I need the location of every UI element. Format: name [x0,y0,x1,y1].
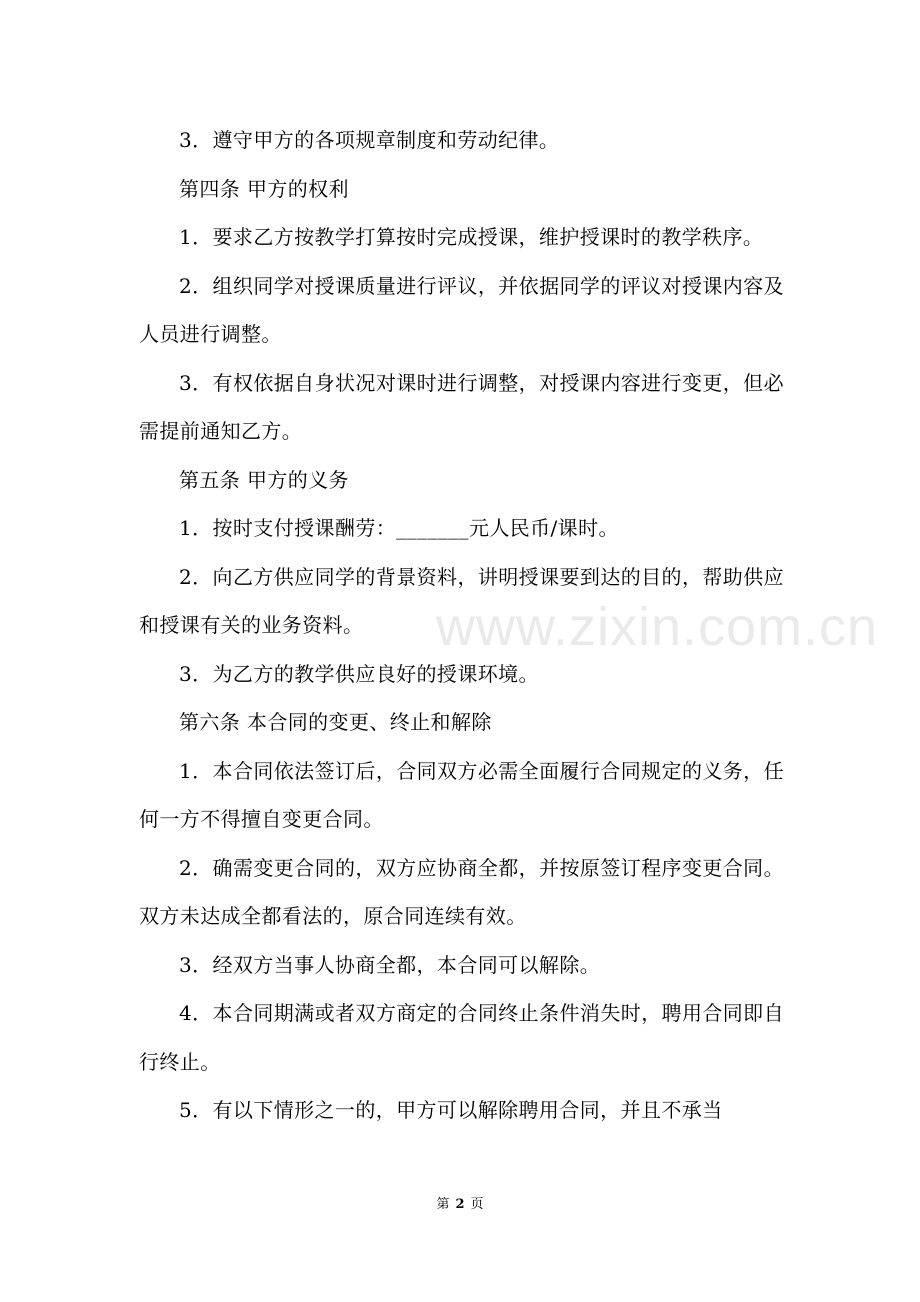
paragraph-change-3: 3．经双方当事人协商全都，本合同可以解除。 [179,952,601,977]
paragraph-rule-3: 3．遵守甲方的各项规章制度和劳动纪律。 [179,128,560,152]
paragraph-change-1: 1．本合同依法签订后，合同双方必需全面履行合同规定的义务，任何一方不得擅自变更合同。 [139,758,784,831]
page-footer [0,1193,920,1212]
document-body [139,116,784,1135]
article-6-heading: 第六条 本合同的变更、终止和解除 [179,710,492,734]
paragraph-right-1: 1．要求乙方按教学打算按时完成授课，维护授课时的教学秩序。 [179,225,764,249]
paragraph-duty-3: 3．为乙方的教学供应良好的授课环境。 [179,661,539,686]
paragraph-change-2: 2．确需变更合同的，双方应协商全都，并按原签订程序变更合同。双方未达成全都看法的，原合同连续有效。 [139,855,784,928]
watermark: www.zixin.com.cn [436,597,879,657]
article-4-heading: 第四条 甲方的权利 [179,176,349,201]
paragraph-duty-1 [139,504,784,553]
paragraph-right-2: 2．组织同学对授课质量进行评议，并依据同学的评议对授课内容及人员进行调整。 [139,273,784,346]
duty-1-prefix: 1．按时支付授课酬劳： [179,516,397,540]
paragraph-duty-2: 2．向乙方供应同学的背景资料，讲明授课要到达的目的，帮助供应和授课有关的业务资料。 [139,564,784,637]
duty-1-suffix: 元人民币/课时。 [468,516,619,540]
footer-suffix: 页 [470,1197,484,1212]
paragraph-change-5: 5．有以下情形之一的，甲方可以解除聘用合同，并且不承当 [179,1098,723,1122]
article-5-heading: 第五条 甲方的义务 [179,467,349,492]
payment-blank: _______ [396,516,469,540]
paragraph-change-4: 4．本合同期满或者双方商定的合同终止条件消失时，聘用合同即自行终止。 [139,1001,784,1074]
page-number: 2 [455,1197,465,1212]
footer-prefix: 第 [436,1197,450,1212]
paragraph-right-3: 3．有权依据自身状况对课时进行调整，对授课内容进行变更，但必需提前通知乙方。 [139,370,784,443]
